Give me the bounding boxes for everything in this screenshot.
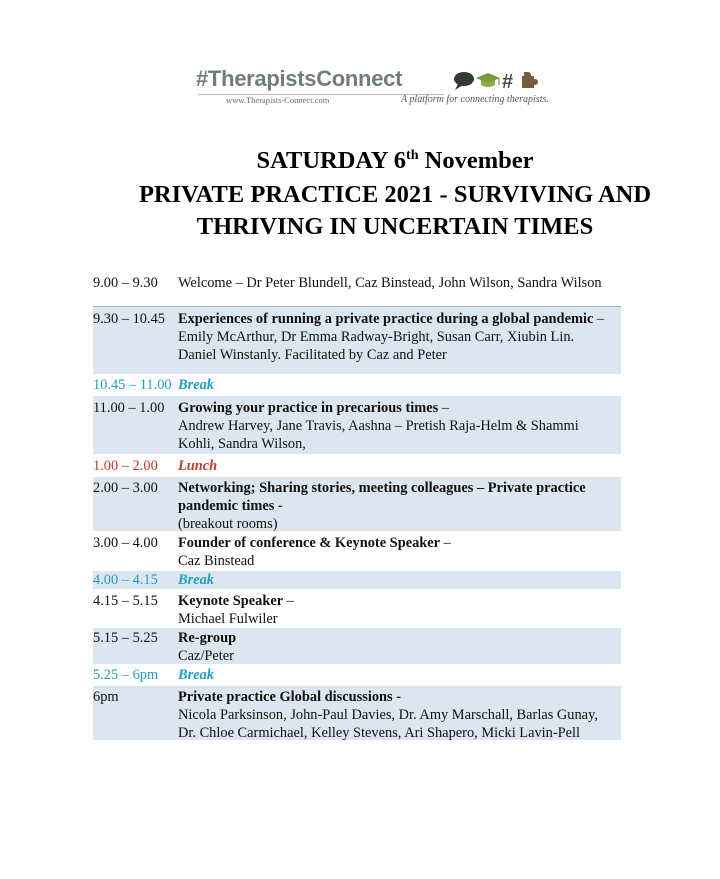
schedule-time: 9.30 – 10.45 (93, 311, 165, 327)
schedule-detail: Networking; Sharing stories, meeting colleagues – Private practice pandemic times - (breakout rooms) (178, 480, 586, 532)
event-title-line-1: PRIVATE PRACTICE 2021 - SURVIVING AND (138, 181, 652, 208)
schedule-row-growing-practice (93, 396, 621, 454)
schedule-row-regroup (93, 628, 621, 664)
logo-tagline: A platform for connecting therapists. (401, 94, 549, 105)
schedule-time: 9.00 – 9.30 (93, 275, 158, 291)
puzzle-piece-icon (522, 72, 538, 88)
schedule-row-welcome (93, 274, 621, 294)
hash-icon (502, 71, 513, 92)
graduation-cap-icon (476, 73, 500, 87)
schedule-row-lunch (93, 457, 621, 477)
schedule-row-founder (93, 534, 621, 570)
schedule-time: 11.00 – 1.00 (93, 400, 165, 416)
schedule-break-label: Break (178, 667, 214, 683)
logo-url: www.Therapists-Connect.com (226, 95, 330, 105)
schedule-detail: Keynote Speaker – Michael Fulwiler (178, 593, 294, 627)
schedule-break-label: Break (178, 377, 214, 393)
schedule-detail: Growing your practice in precarious times – Andrew Harvey, Jane Travis, Aashna – Pretish Raja-Helm & Shammi Kohli, Sandra Wilson, (178, 400, 579, 452)
schedule-time: 4.00 – 4.15 (93, 572, 158, 588)
schedule-row-break-3 (93, 666, 621, 686)
schedule-time: 3.00 – 4.00 (93, 535, 158, 551)
event-date-heading: SATURDAY 6th November (256, 147, 534, 174)
svg-text:#: # (502, 71, 514, 92)
schedule-time: 4.15 – 5.15 (93, 593, 158, 609)
schedule-detail: Re-group Caz/Peter (178, 630, 237, 664)
therapists-connect-logo (196, 66, 556, 110)
schedule-row-networking (93, 477, 621, 531)
schedule-time: 5.15 – 5.25 (93, 630, 158, 646)
speech-bubble-icon (454, 72, 474, 90)
schedule-row-break-1 (93, 376, 621, 396)
schedule-break-label: Break (178, 572, 214, 588)
schedule-time: 10.45 – 11.00 (93, 377, 172, 393)
schedule-detail: Private practice Global discussions - Nicola Parksinson, John-Paul Davies, Dr. Amy Marschall, Barlas Gunay, Dr. Chloe Carmichael, Kelley Stevens, Ari Shapero, Micki Lavin-Pell (178, 689, 598, 741)
schedule-lunch-label: Lunch (178, 458, 218, 474)
schedule-time: 5.25 – 6pm (93, 667, 159, 683)
event-title-line-2: THRIVING IN UNCERTAIN TIMES (196, 213, 594, 240)
schedule-time: 2.00 – 3.00 (93, 480, 158, 496)
logo-icons (452, 70, 544, 92)
schedule-row-break-2 (93, 571, 621, 589)
schedule-time: 1.00 – 2.00 (93, 458, 158, 474)
schedule-row-experiences (93, 306, 621, 374)
schedule-detail: Founder of conference & Keynote Speaker – Caz Binstead (178, 535, 451, 569)
schedule-detail: Welcome – Dr Peter Blundell, Caz Binstead, John Wilson, Sandra Wilson (178, 275, 602, 291)
schedule-time: 6pm (93, 689, 119, 705)
schedule-row-global-discussions (93, 686, 621, 740)
logo-title: #TherapistsConnect (196, 66, 403, 91)
schedule-row-keynote (93, 592, 621, 628)
schedule-detail: Experiences of running a private practice during a global pandemic – Emily McArthur, Dr Emma Radway-Bright, Susan Carr, Xiubin Lin. Daniel Winstanly. Facilitated by Caz and Peter (178, 311, 605, 363)
